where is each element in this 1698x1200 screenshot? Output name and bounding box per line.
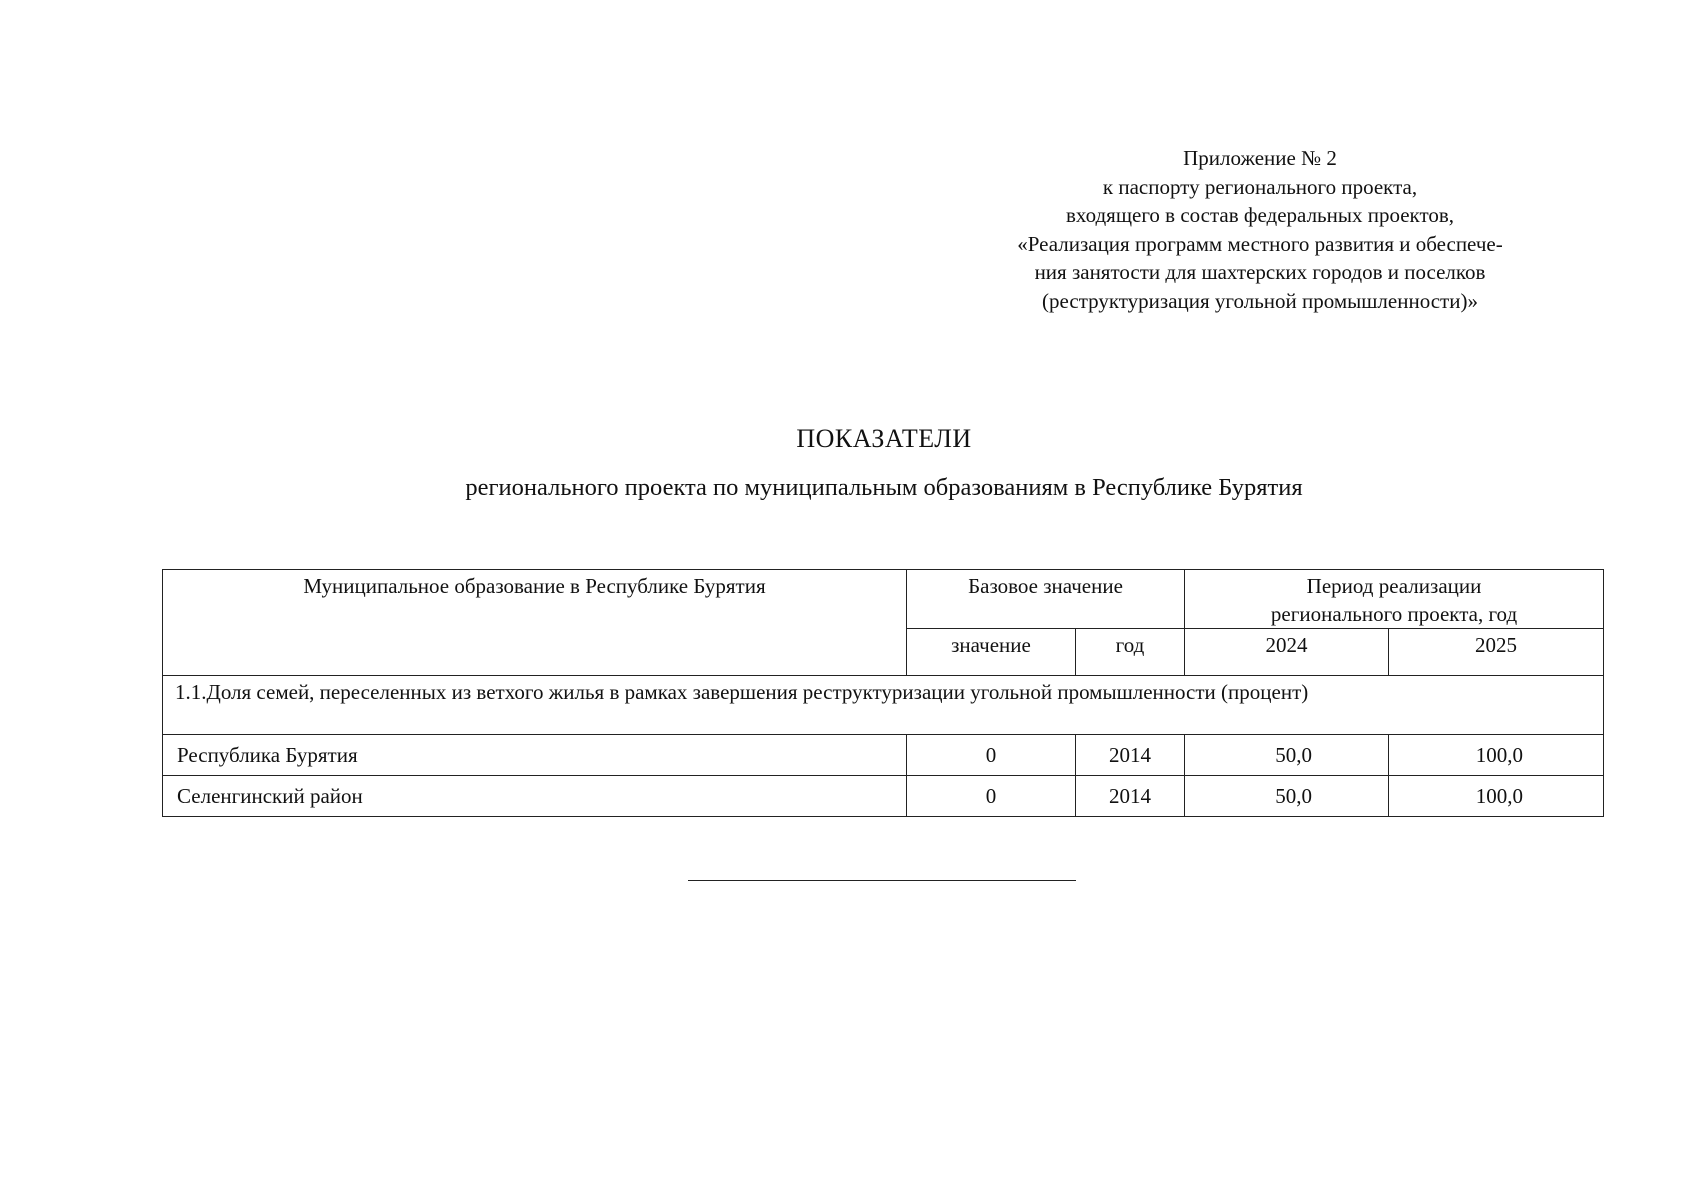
header-value: значение (907, 629, 1076, 676)
appendix-block (960, 144, 1560, 315)
cell-base-year: 2014 (1076, 776, 1185, 817)
document-title: ПОКАЗАТЕЛИ (796, 424, 972, 453)
cell-base-value: 0 (907, 776, 1076, 817)
appendix-line: к паспорту регионального проекта, (1102, 174, 1418, 199)
cell-2025: 100,0 (1389, 776, 1604, 817)
cell-base-value: 0 (907, 735, 1076, 776)
header-municipality: Муниципальное образование в Республике Бурятия (163, 570, 907, 676)
header-year-2024: 2024 (1185, 629, 1389, 676)
closing-divider (688, 880, 1076, 881)
indicator-label: 1.1.Доля семей, переселенных из ветхого жилья в рамках завершения реструктуризации угольной промышленности (процент) (163, 676, 1604, 735)
cell-base-year: 2014 (1076, 735, 1185, 776)
appendix-line: входящего в состав федеральных проектов, (1065, 203, 1455, 227)
header-year-2025: 2025 (1389, 629, 1604, 676)
appendix-line: (реструктуризация угольной промышленности)» (1042, 288, 1478, 313)
cell-2024: 50,0 (1185, 735, 1389, 776)
indicators-table (162, 569, 1604, 817)
appendix-line: «Реализация программ местного развития и обеспече- (1017, 231, 1503, 256)
appendix-line: ния занятости для шахтерских городов и поселков (1034, 260, 1486, 284)
header-year: год (1076, 629, 1185, 676)
table-row (163, 776, 1604, 817)
header-period (1185, 570, 1604, 629)
cell-municipality: Селенгинский район (163, 776, 907, 817)
indicator-row (163, 676, 1604, 735)
header-base-value: Базовое значение (907, 570, 1185, 629)
cell-municipality: Республика Бурятия (163, 735, 907, 776)
table-row (163, 735, 1604, 776)
cell-2025: 100,0 (1389, 735, 1604, 776)
header-period-line2: регионального проекта, год (1270, 602, 1518, 626)
cell-2024: 50,0 (1185, 776, 1389, 817)
appendix-line: Приложение № 2 (1183, 146, 1337, 170)
header-period-line1: Период реализации (1306, 574, 1482, 598)
table-header-row (163, 570, 1604, 629)
document-subtitle: регионального проекта по муниципальным образованиям в Республике Бурятия (465, 474, 1303, 501)
